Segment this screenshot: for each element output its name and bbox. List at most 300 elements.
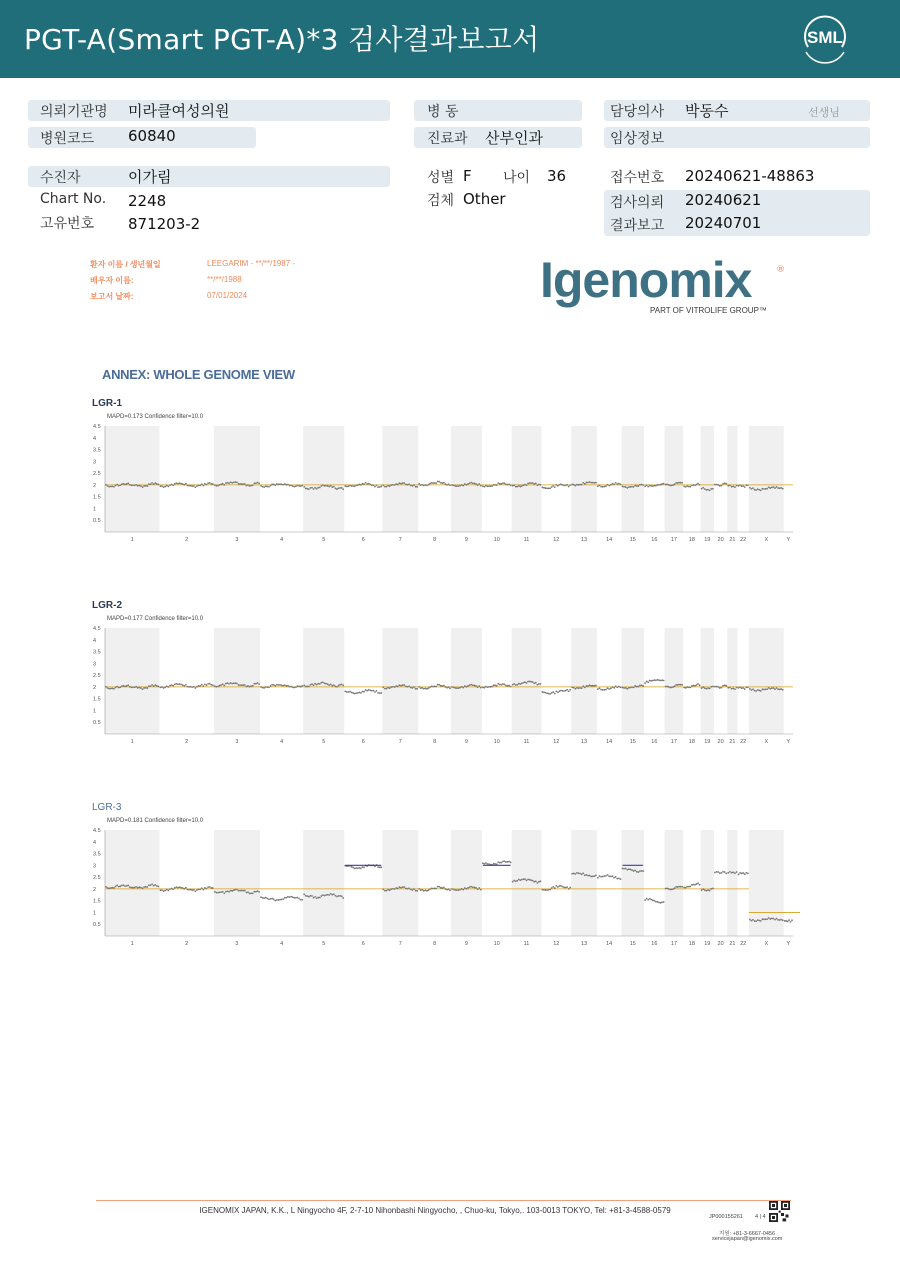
data-point bbox=[319, 683, 321, 685]
data-point bbox=[169, 888, 171, 890]
data-point bbox=[646, 681, 648, 683]
data-point bbox=[586, 685, 588, 687]
data-point bbox=[504, 860, 506, 862]
chr-band bbox=[303, 830, 344, 936]
data-point bbox=[755, 489, 757, 491]
data-point bbox=[562, 690, 564, 692]
data-point bbox=[230, 682, 232, 684]
data-point bbox=[623, 486, 625, 488]
data-point bbox=[766, 918, 768, 920]
data-point bbox=[160, 485, 162, 487]
data-point bbox=[335, 895, 337, 897]
y-tick-label: 2.5 bbox=[93, 875, 101, 882]
data-point bbox=[647, 486, 649, 488]
chr-band bbox=[727, 426, 737, 532]
data-point bbox=[368, 483, 370, 485]
data-point bbox=[590, 482, 592, 484]
data-point bbox=[592, 685, 594, 687]
data-point bbox=[271, 898, 273, 900]
y-tick-label: 1 bbox=[93, 708, 97, 715]
data-point bbox=[233, 889, 235, 891]
data-point bbox=[151, 482, 153, 484]
data-point bbox=[549, 889, 551, 891]
x-tick-label: 4 bbox=[280, 739, 284, 745]
data-point bbox=[472, 482, 474, 484]
data-point bbox=[587, 875, 589, 877]
data-point bbox=[543, 487, 545, 489]
chr-band bbox=[382, 830, 418, 936]
data-point bbox=[677, 482, 679, 484]
data-point bbox=[458, 889, 460, 891]
data-point bbox=[119, 885, 121, 887]
data-point bbox=[462, 687, 464, 689]
data-point bbox=[183, 484, 185, 486]
data-point bbox=[456, 687, 458, 689]
data-point bbox=[395, 483, 397, 485]
data-point bbox=[230, 481, 232, 483]
data-point bbox=[110, 887, 112, 889]
data-point bbox=[478, 483, 480, 485]
data-point bbox=[652, 680, 654, 682]
x-tick-label: 19 bbox=[704, 537, 711, 543]
data-point bbox=[305, 488, 307, 490]
data-point bbox=[196, 485, 198, 487]
data-point bbox=[188, 889, 190, 891]
data-point bbox=[268, 486, 270, 488]
data-point bbox=[258, 683, 260, 685]
data-point bbox=[482, 686, 484, 688]
data-point bbox=[774, 688, 776, 690]
data-point bbox=[119, 484, 121, 486]
chr-18-points bbox=[683, 882, 700, 888]
data-point bbox=[530, 482, 532, 484]
data-point bbox=[535, 482, 537, 484]
data-point bbox=[576, 687, 578, 689]
x-tick-label: 5 bbox=[322, 739, 326, 745]
data-point bbox=[542, 889, 544, 891]
y-tick-label: 3.5 bbox=[93, 447, 101, 454]
data-point bbox=[331, 486, 333, 488]
data-point bbox=[502, 861, 504, 863]
data-point bbox=[212, 887, 214, 889]
data-point bbox=[462, 889, 464, 891]
data-point bbox=[626, 688, 628, 690]
data-point bbox=[374, 691, 376, 693]
data-point bbox=[722, 871, 724, 873]
data-point bbox=[508, 861, 510, 863]
data-point bbox=[620, 686, 622, 688]
data-point bbox=[284, 483, 286, 485]
x-tick-label: Y bbox=[786, 941, 791, 947]
data-point bbox=[373, 690, 375, 692]
data-point bbox=[467, 483, 469, 485]
data-point bbox=[560, 885, 562, 887]
data-point bbox=[626, 487, 628, 489]
data-point bbox=[423, 485, 425, 487]
data-point bbox=[399, 684, 401, 686]
data-point bbox=[234, 481, 236, 483]
data-point bbox=[405, 484, 407, 486]
data-point bbox=[324, 895, 326, 897]
data-point bbox=[706, 890, 708, 892]
data-point bbox=[355, 485, 357, 487]
data-point bbox=[480, 687, 482, 689]
data-point bbox=[327, 485, 329, 487]
data-point bbox=[255, 482, 257, 484]
chr-14-points bbox=[597, 685, 621, 691]
data-point bbox=[273, 684, 275, 686]
data-point bbox=[551, 887, 553, 889]
data-point bbox=[462, 485, 464, 487]
data-point bbox=[313, 684, 315, 686]
data-point bbox=[400, 887, 402, 889]
data-point bbox=[227, 682, 229, 684]
data-point bbox=[605, 875, 607, 877]
data-point bbox=[188, 485, 190, 487]
data-point bbox=[622, 486, 624, 488]
data-point bbox=[410, 889, 412, 891]
data-point bbox=[780, 919, 782, 921]
data-point bbox=[111, 485, 113, 487]
data-point bbox=[761, 918, 763, 920]
data-point bbox=[480, 485, 482, 487]
data-point bbox=[408, 483, 410, 485]
data-point bbox=[413, 686, 415, 688]
data-point bbox=[137, 485, 139, 487]
data-point bbox=[466, 888, 468, 890]
data-point bbox=[765, 488, 767, 490]
data-point bbox=[494, 484, 496, 486]
data-point bbox=[242, 890, 244, 892]
data-point bbox=[134, 484, 136, 486]
chr-8-points bbox=[418, 481, 451, 487]
data-point bbox=[115, 485, 117, 487]
data-point bbox=[494, 684, 496, 686]
data-point bbox=[765, 689, 767, 691]
data-point bbox=[262, 897, 264, 899]
data-point bbox=[387, 889, 389, 891]
data-point bbox=[407, 484, 409, 486]
data-point bbox=[689, 686, 691, 688]
data-point bbox=[140, 887, 142, 889]
data-point bbox=[454, 485, 456, 487]
data-point bbox=[394, 686, 396, 688]
data-point bbox=[686, 485, 688, 487]
igenomix-wordmark: Igenomix bbox=[540, 252, 752, 308]
data-point bbox=[154, 684, 156, 686]
data-point bbox=[608, 485, 610, 487]
x-tick-label: 15 bbox=[629, 739, 636, 745]
data-point bbox=[663, 483, 665, 485]
data-point bbox=[274, 685, 276, 687]
data-point bbox=[397, 888, 399, 890]
data-point bbox=[742, 687, 744, 689]
data-point bbox=[538, 484, 540, 486]
data-point bbox=[505, 861, 507, 863]
data-point bbox=[124, 685, 126, 687]
data-point bbox=[480, 889, 482, 891]
x-tick-label: 12 bbox=[553, 941, 560, 947]
data-point bbox=[487, 863, 489, 865]
data-point bbox=[132, 484, 134, 486]
data-point bbox=[233, 481, 235, 483]
data-point bbox=[438, 886, 440, 888]
data-point bbox=[219, 685, 221, 687]
data-point bbox=[714, 686, 716, 688]
data-point bbox=[657, 679, 659, 681]
data-point bbox=[169, 484, 171, 486]
x-tick-label: 6 bbox=[361, 537, 365, 543]
data-point bbox=[732, 688, 734, 690]
data-point bbox=[652, 485, 654, 487]
data-point bbox=[190, 485, 192, 487]
data-point bbox=[672, 484, 674, 486]
data-point bbox=[458, 687, 460, 689]
data-point bbox=[477, 888, 479, 890]
data-point bbox=[605, 485, 607, 487]
data-point bbox=[209, 683, 211, 685]
data-point bbox=[499, 684, 501, 686]
data-point bbox=[568, 888, 570, 890]
data-point bbox=[741, 873, 743, 875]
data-point bbox=[124, 885, 126, 887]
data-point bbox=[163, 890, 165, 892]
data-point bbox=[507, 685, 509, 687]
data-point bbox=[639, 685, 641, 687]
x-tick-label: X bbox=[764, 537, 769, 543]
data-point bbox=[686, 886, 688, 888]
data-point bbox=[526, 879, 528, 881]
data-point bbox=[301, 899, 303, 901]
data-point bbox=[445, 686, 447, 688]
data-point bbox=[354, 485, 356, 487]
data-point bbox=[470, 482, 472, 484]
data-point bbox=[688, 686, 690, 688]
data-point bbox=[469, 886, 471, 888]
chr-band bbox=[303, 628, 344, 734]
data-point bbox=[351, 485, 353, 487]
data-point bbox=[701, 488, 703, 490]
data-point bbox=[574, 873, 576, 875]
data-point bbox=[443, 482, 445, 484]
data-point bbox=[357, 692, 359, 694]
data-point bbox=[142, 688, 144, 690]
data-point bbox=[739, 484, 741, 486]
data-point bbox=[691, 685, 693, 687]
data-point bbox=[360, 484, 362, 486]
data-point bbox=[655, 901, 657, 903]
data-point bbox=[227, 482, 229, 484]
data-point bbox=[212, 483, 214, 485]
data-point bbox=[446, 687, 448, 689]
data-point bbox=[540, 880, 542, 882]
x-tick-label: 5 bbox=[322, 537, 326, 543]
data-point bbox=[135, 484, 137, 486]
data-point bbox=[736, 687, 738, 689]
x-tick-label: 22 bbox=[740, 537, 747, 543]
data-point bbox=[352, 485, 354, 487]
data-point bbox=[686, 686, 688, 688]
data-point bbox=[435, 482, 437, 484]
data-point bbox=[423, 890, 425, 892]
data-point bbox=[322, 484, 324, 486]
data-point bbox=[187, 686, 189, 688]
x-tick-label: 4 bbox=[280, 941, 284, 947]
data-point bbox=[198, 685, 200, 687]
data-point bbox=[142, 486, 144, 488]
data-point bbox=[485, 862, 487, 864]
data-point bbox=[459, 687, 461, 689]
y-tick-label: 1 bbox=[93, 910, 97, 917]
data-point bbox=[336, 686, 338, 688]
data-point bbox=[749, 919, 751, 921]
data-point bbox=[702, 686, 704, 688]
data-point bbox=[339, 895, 341, 897]
data-point bbox=[110, 486, 112, 488]
chr-10-points bbox=[482, 683, 512, 689]
data-point bbox=[464, 685, 466, 687]
data-point bbox=[636, 485, 638, 487]
data-point bbox=[153, 685, 155, 687]
x-tick-label: 18 bbox=[688, 941, 695, 947]
data-point bbox=[236, 683, 238, 685]
data-point bbox=[266, 686, 268, 688]
data-point bbox=[167, 890, 169, 892]
data-point bbox=[579, 873, 581, 875]
data-point bbox=[706, 489, 708, 491]
y-tick-label: 1.5 bbox=[93, 494, 101, 501]
data-point bbox=[571, 483, 573, 485]
data-point bbox=[179, 683, 181, 685]
data-point bbox=[717, 686, 719, 688]
data-point bbox=[674, 685, 676, 687]
chr-band bbox=[571, 830, 597, 936]
data-point bbox=[394, 888, 396, 890]
data-point bbox=[366, 483, 368, 485]
data-point bbox=[365, 482, 367, 484]
data-point bbox=[138, 485, 140, 487]
data-point bbox=[573, 687, 575, 689]
data-point bbox=[204, 683, 206, 685]
data-point bbox=[279, 483, 281, 485]
data-point bbox=[413, 484, 415, 486]
data-point bbox=[206, 684, 208, 686]
data-point bbox=[253, 891, 255, 893]
data-point bbox=[216, 485, 218, 487]
data-point bbox=[281, 483, 283, 485]
data-point bbox=[697, 483, 699, 485]
data-point bbox=[113, 688, 115, 690]
data-point bbox=[780, 487, 782, 489]
data-point bbox=[603, 486, 605, 488]
data-point bbox=[599, 875, 601, 877]
data-point bbox=[661, 901, 663, 903]
data-point bbox=[758, 489, 760, 491]
data-point bbox=[193, 889, 195, 891]
data-point bbox=[384, 688, 386, 690]
data-point bbox=[310, 895, 312, 897]
chr-band bbox=[571, 628, 597, 734]
data-point bbox=[166, 485, 168, 487]
data-point bbox=[779, 688, 781, 690]
data-point bbox=[589, 875, 591, 877]
data-point bbox=[642, 484, 644, 486]
data-point bbox=[496, 685, 498, 687]
data-point bbox=[360, 692, 362, 694]
data-point bbox=[402, 684, 404, 686]
lgr3-title: LGR-3 bbox=[92, 802, 122, 813]
data-point bbox=[382, 484, 384, 486]
data-point bbox=[616, 483, 618, 485]
data-point bbox=[618, 686, 620, 688]
data-point bbox=[469, 482, 471, 484]
data-point bbox=[403, 482, 405, 484]
x-tick-label: 12 bbox=[553, 739, 560, 745]
data-point bbox=[597, 688, 599, 690]
x-tick-label: 3 bbox=[235, 537, 239, 543]
data-point bbox=[515, 486, 517, 488]
data-point bbox=[582, 685, 584, 687]
data-point bbox=[754, 489, 756, 491]
data-point bbox=[646, 898, 648, 900]
data-point bbox=[488, 485, 490, 487]
data-point bbox=[270, 898, 272, 900]
data-point bbox=[358, 484, 360, 486]
data-point bbox=[474, 483, 476, 485]
data-point bbox=[742, 485, 744, 487]
data-point bbox=[482, 862, 484, 864]
data-point bbox=[780, 688, 782, 690]
chr-band bbox=[105, 830, 159, 936]
data-point bbox=[721, 485, 723, 487]
chr-band bbox=[451, 628, 482, 734]
chr-16-points bbox=[644, 898, 664, 904]
chr-band bbox=[701, 628, 714, 734]
data-point bbox=[214, 484, 216, 486]
data-point bbox=[126, 483, 128, 485]
data-point bbox=[301, 485, 303, 487]
data-point bbox=[239, 684, 241, 686]
data-point bbox=[428, 889, 430, 891]
y-tick-label: 0.5 bbox=[93, 922, 101, 929]
chr-16-points bbox=[644, 679, 664, 684]
data-point bbox=[475, 887, 477, 889]
chr-band bbox=[665, 830, 683, 936]
data-point bbox=[411, 889, 413, 891]
x-tick-label: 20 bbox=[717, 739, 724, 745]
data-point bbox=[749, 487, 751, 489]
data-point bbox=[429, 888, 431, 890]
x-tick-label: 14 bbox=[606, 941, 613, 947]
data-point bbox=[274, 900, 276, 902]
x-tick-label: 6 bbox=[361, 941, 365, 947]
data-point bbox=[538, 683, 540, 685]
data-point bbox=[440, 482, 442, 484]
x-tick-label: 4 bbox=[280, 537, 284, 543]
data-point bbox=[295, 485, 297, 487]
data-point bbox=[308, 686, 310, 688]
x-tick-label: X bbox=[764, 941, 769, 947]
data-point bbox=[432, 482, 434, 484]
data-point bbox=[360, 868, 362, 870]
data-point bbox=[311, 487, 313, 489]
x-tick-label: 6 bbox=[361, 739, 365, 745]
data-point bbox=[523, 878, 525, 880]
data-point bbox=[633, 686, 635, 688]
data-point bbox=[763, 918, 765, 920]
data-point bbox=[223, 484, 225, 486]
data-point bbox=[431, 685, 433, 687]
